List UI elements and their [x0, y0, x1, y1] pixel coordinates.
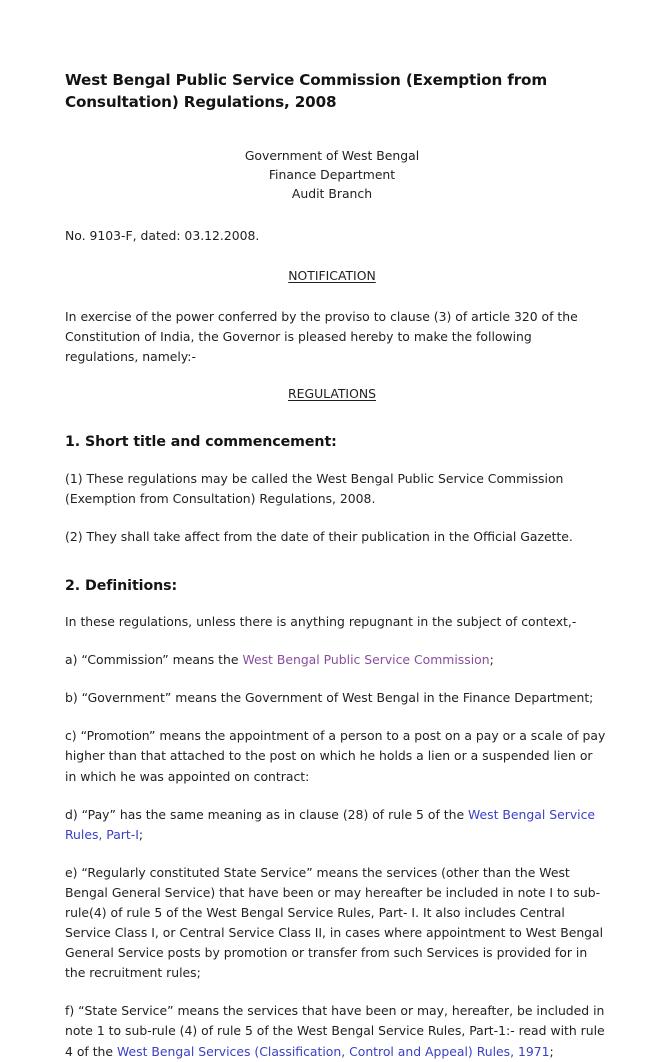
section-2-clause-a: [65, 650, 607, 670]
clause-d-text-before-link: d) “Pay” has the same meaning as in clause (28) of rule 5 of the: [65, 806, 469, 822]
section-2-heading: 2. Definitions:: [65, 577, 178, 594]
notification-heading: [65, 267, 607, 286]
link-west-bengal-services-cca-rules-1971[interactable]: West Bengal Services (Classification, Control and Appeal) Rules, 1971: [116, 1043, 550, 1059]
issuing-authority-block: [65, 147, 607, 204]
section-2-clause-f: [65, 1001, 607, 1061]
issuer-line-government: Government of West Bengal: [244, 148, 420, 164]
notification-reference-number: No. 9103-F, dated: 03.12.2008.: [65, 227, 260, 243]
clause-f-text-after-link: ;: [549, 1043, 554, 1059]
clause-a-text-before-link: a) “Commission” means the: [65, 652, 243, 668]
regulations-heading-text: REGULATIONS: [288, 385, 376, 401]
page-title: West Bengal Public Service Commission (Exemption from Consultation) Regulations, 2008: [65, 71, 548, 111]
section-2-clause-e: e) “Regularly constituted State Service” means the services (other than the West Bengal General Service) that have been or may hereafter be included in note I to sub-rule(4) of rule 5 of the West Bengal Service Rules, Part- I. It also includes Central Service Class I, or Central Service Class II, in cases where appointment to West Bengal General Service posts by promotion or transfer from such Services is provided for in the recruitment rules;: [65, 864, 604, 981]
section-1-clause-2: (2) They shall take affect from the date of their publication in the Official Gazette.: [65, 528, 573, 544]
clause-f-text-before-link: f) “State Service” means the services that have been or may, hereafter, be included in note 1 to sub-rule (4) of rule 5 of the West Bengal Service Rules, Part-1:- read with rule 4 of the: [65, 1003, 605, 1059]
section-1-clause-1: (1) These regulations may be called the West Bengal Public Service Commission (Exemption from Consultation) Regulations, 2008.: [65, 470, 564, 506]
link-west-bengal-public-service-commission[interactable]: West Bengal Public Service Commission: [242, 652, 490, 668]
clause-d-text-after-link: ;: [138, 826, 144, 842]
section-2-clause-c: c) “Promotion” means the appointment of a person to a post on a pay or a scale of pay higher than that attached to the post on which he holds a lien or a suspended lien or in which he was appointed on contract:: [65, 728, 606, 784]
section-1-heading: 1. Short title and commencement:: [65, 434, 337, 451]
issuer-line-department: Finance Department: [268, 167, 396, 182]
issuer-line-branch: Audit Branch: [291, 185, 373, 201]
clause-a-text-after-link: ;: [489, 652, 494, 668]
regulations-heading: [65, 385, 607, 404]
section-2-intro: In these regulations, unless there is anything repugnant in the subject of context,-: [65, 614, 577, 630]
preamble-paragraph: In exercise of the power conferred by the proviso to clause (3) of article 320 of the Constitution of India, the Governor is pleased hereby to make the following regulations, namely:-: [65, 308, 578, 364]
link-west-bengal-service-rules-part-i[interactable]: West Bengal Service Rules, Part-I: [65, 806, 596, 842]
notification-heading-text: NOTIFICATION: [288, 267, 376, 283]
section-2-clause-b: b) “Government” means the Government of West Bengal in the Finance Department;: [65, 690, 594, 706]
section-2-clause-d: [65, 805, 607, 845]
